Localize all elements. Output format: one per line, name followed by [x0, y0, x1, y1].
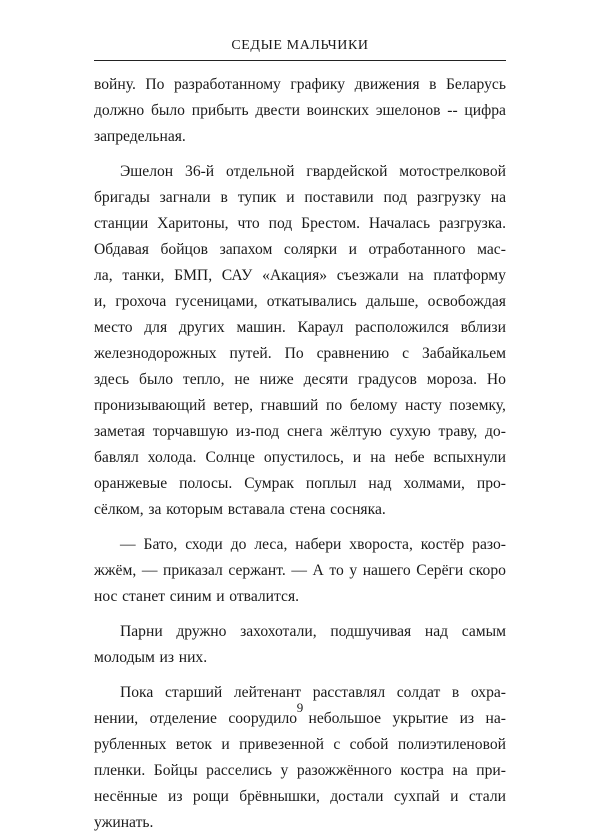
text-line: молодым из них. [94, 649, 208, 666]
text-line: — Бато, сходи до леса, набери хвороста, костёр разо- [120, 536, 506, 553]
paragraph-gap [94, 610, 506, 619]
text-line: Эшелон 36-й отдельной гвардейской мотострелковой [120, 163, 506, 180]
text-line: оранжевые полосы. Сумрак поплыл над холмами, про- [94, 475, 506, 492]
text-line: здесь было тепло, не ниже десяти градусов мороза. Но [94, 371, 506, 388]
text-line: Обдавая бойцов запахом солярки и отработанного мас- [94, 241, 506, 258]
text-line: Парни дружно захохотали, подшучивая над самым [120, 623, 506, 640]
text-line: нении, отделение соорудило небольшое укрытие из на- [94, 710, 506, 727]
text-line: пленки. Бойцы расселись у разожжённого костра на при- [94, 762, 506, 779]
text-line: нос станет синим и отвалится. [94, 588, 300, 605]
text-line: жжём, — приказал сержант. — А то у нашего Серёги скоро [94, 562, 506, 579]
text-line: станции Харитоны, что под Брестом. Началась разгрузка. [94, 215, 506, 232]
paragraph [94, 72, 506, 150]
text-line: рубленных веток и привезенной с собой полиэтиленовой [94, 736, 506, 753]
paragraph-gap [94, 671, 506, 680]
text-line: бригады загнали в тупик и поставили под разгрузку на [94, 189, 506, 206]
paragraph [94, 532, 506, 610]
text-line: бавлял холода. Солнце опустилось, и на небе вспыхнули [94, 449, 506, 466]
paragraph [94, 159, 506, 523]
text-line: ужинать. [94, 814, 154, 831]
text-line: Пока старший лейтенант расставлял солдат в охра- [120, 684, 506, 701]
paragraph [94, 619, 506, 671]
text-line: сёлком, за которым вставала стена сосняка. [94, 501, 386, 518]
text-line: место для других машин. Караул расположился вблизи [94, 319, 506, 336]
text-line: и, грохоча гусеницами, откатывались дальше, освобождая [94, 293, 506, 310]
text-line: железнодорожных путей. По сравнению с Забайкальем [94, 345, 506, 362]
running-head: СЕДЫЕ МАЛЬЧИКИ [231, 38, 369, 53]
text-line: должно было прибыть двести воинских эшелонов -- цифра [94, 102, 506, 119]
paragraph-gap [94, 523, 506, 532]
paragraph-gap [94, 150, 506, 159]
running-head-rule [94, 60, 506, 61]
text-line: пронизывающий ветер, гнавший по белому насту поземку, [94, 397, 506, 414]
body-text [94, 72, 506, 836]
text-line: ла, танки, БМП, САУ «Акация» съезжали на платформу [94, 267, 506, 284]
text-line: войну. По разработанному графику движения в Беларусь [94, 76, 506, 93]
text-line: несённые из рощи брёвнышки, достали сухпай и стали [94, 788, 506, 805]
text-line: запредельная. [94, 128, 186, 145]
page-number: 9 [296, 700, 304, 715]
text-line: заметая торчавшую из-под снега жёлтую сухую траву, до- [94, 423, 506, 440]
